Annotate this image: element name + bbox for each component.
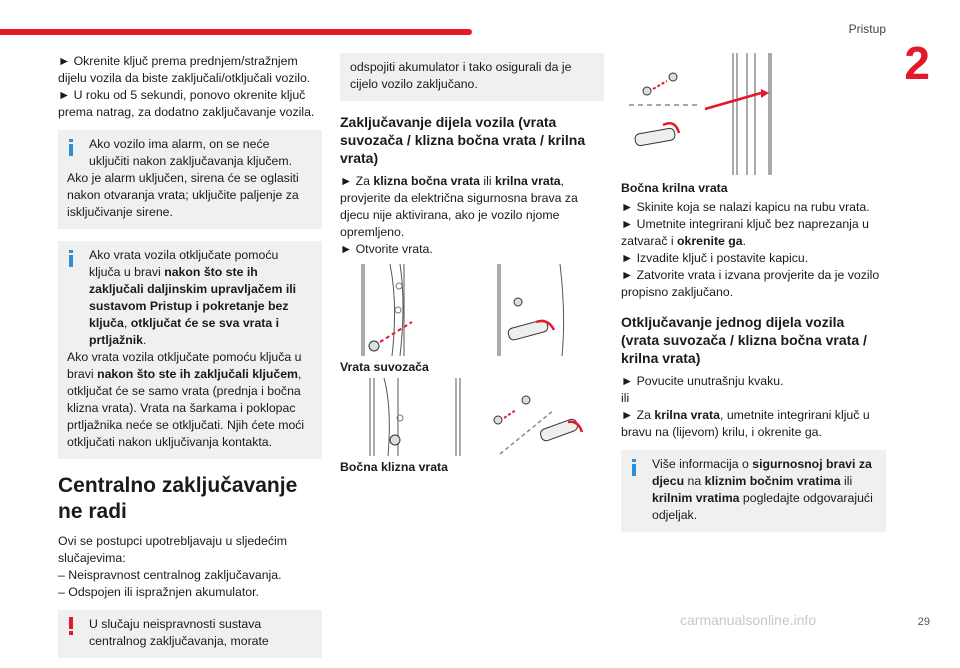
info-box: Više informacija o sigurnosnoj bravi za djecu na kliznim bočnim vratima ili krilnim vratima pogledajte odgovarajući odjeljak. xyxy=(621,450,886,532)
header-accent-bar xyxy=(0,29,472,35)
column-3 xyxy=(621,53,886,542)
wing-door-illustration xyxy=(621,53,886,175)
step-text: ► Otvorite vrata. xyxy=(340,242,433,256)
step-text: ili xyxy=(621,391,630,405)
step-text: ► Izvadite ključ i postavite kapicu. xyxy=(621,251,809,265)
section-heading: Otključavanje jednog dijela vozila (vrata suvozača / klizna bočna vrata / krilna vrata) xyxy=(621,314,867,366)
info-box: Ako vrata vozila otključate pomoću ključa u bravi nakon što ste ih zaključali daljinskim upravljačem ili sustavom Pristup i pokretanje bez ključa, otključat će se sva vrata i prtljažnik. Ako vrata vozila otključate pomoću ključa u bravi nakon što ste ih zaključali ključem, otključat će se samo vrata (prednja i bočna klizna vrata). Vrata na šarkama i poklopac prtljažnika neće se otključati. Njih ćete moći otključati nakon uključivanja kontakta. xyxy=(58,241,322,459)
warning-box-continued: odspojiti akumulator i tako osigurali da je cijelo vozilo zaključano. xyxy=(340,53,604,101)
intro-text: Ovi se postupci upotrebljavaju u sljedećim slučajevima: xyxy=(58,534,287,565)
warning-icon xyxy=(64,617,78,635)
watermark: carmanualsonline.info xyxy=(680,612,817,628)
step-text: ► Umetnite integrirani ključ bez naprezanja u zatvarač i okrenite ga. xyxy=(621,217,869,248)
step-text: ► Povucite unutrašnju kvaku. xyxy=(621,374,784,388)
section-heading: Zaključavanje dijela vozila (vrata suvozača / klizna bočna vrata / krilna vrata) xyxy=(340,114,586,166)
figure-caption: Vrata suvozača xyxy=(340,360,429,374)
sliding-door-illustration xyxy=(340,378,604,456)
column-2 xyxy=(340,53,604,478)
list-item: – Neispravnost centralnog zaključavanja. xyxy=(58,568,282,582)
chapter-number: 2 xyxy=(904,37,930,89)
figure-caption: Bočna klizna vrata xyxy=(340,460,448,474)
info-icon xyxy=(64,139,78,153)
step-text: ► Zatvorite vrata i izvana provjerite da je vozilo propisno zaključano. xyxy=(621,268,880,299)
warning-box: U slučaju neispravnosti sustava centralnog zaključavanja, morate xyxy=(58,610,322,658)
page-number: 29 xyxy=(917,616,930,628)
list-item: – Odspojen ili ispražnjen akumulator. xyxy=(58,585,259,599)
step-text: ► U roku od 5 sekundi, ponovo okrenite ključ prema natrag, za dodatno zaključavanje vozila. xyxy=(58,88,315,119)
figure-caption: Bočna krilna vrata xyxy=(621,181,728,195)
step-text: ► Za klizna bočna vrata ili krilna vrata, provjerite da električna sigurnosna brava za djecu nije aktivirana, ako je vozilo njome opremljeno. xyxy=(340,174,578,239)
step-text: ► Za krilna vrata, umetnite integrirani ključ u bravu na (lijevom) krilu, i okrenite ga. xyxy=(621,408,870,439)
info-icon xyxy=(627,459,641,473)
passenger-door-illustration xyxy=(340,264,604,356)
section-heading: Centralno zaključavanje ne radi xyxy=(58,474,298,523)
step-text: ► Okrenite ključ prema prednjem/stražnjem dijelu vozila da biste zaključali/otključali vozilo. xyxy=(58,54,311,85)
info-icon xyxy=(64,250,78,264)
column-1 xyxy=(58,53,322,668)
step-text: ► Skinite koja se nalazi kapicu na rubu vrata. xyxy=(621,200,870,214)
info-box: Ako vozilo ima alarm, on se neće uključiti nakon zaključavanja ključem. Ako je alarm uključen, sirena će se oglasiti nakon otvaranja vrata; uključite paljenje za isključivanje sirene. xyxy=(58,130,322,229)
section-title: Pristup xyxy=(848,22,886,36)
